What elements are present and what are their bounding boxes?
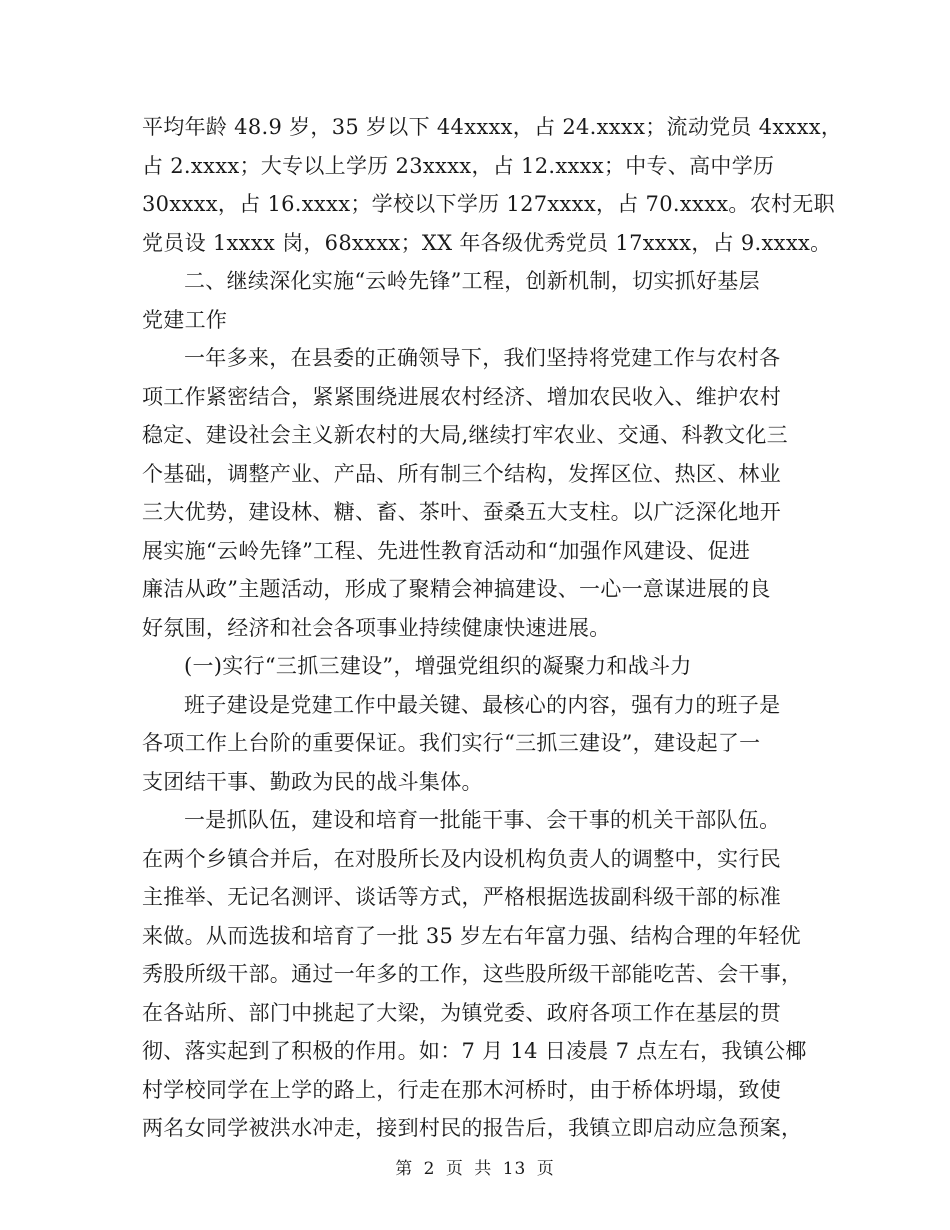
text-line-25: 彻、落实起到了积极的作用。如：7 月 14 日凌晨 7 点左右，我镇公椰: [142, 1039, 807, 1063]
text-line-18: 支团结干事、勤政为民的战斗集体。: [142, 769, 483, 794]
footer-page-unit-end: 页: [536, 1159, 555, 1179]
text-line-9: 稳定、建设社会主义新农村的大局,继续打牢农业、交通、科教文化三: [142, 423, 788, 447]
text-line-1: 平均年龄 48.9 岁，35 岁以下 44xxxx，占 24.xxxx；流动党员 4xxxx，: [142, 115, 843, 139]
subsection-heading: (一)实行“三抓三建设”，增强党组织的凝聚力和战斗力: [184, 654, 692, 678]
section-heading-line-1: 二、继续深化实施“云岭先锋”工程，创新机制，切实抓好基层: [184, 269, 760, 293]
text-line-8: 项工作紧密结合，紧紧围绕进展农村经济、增加农民收入、维护农村: [142, 384, 781, 409]
text-line-4: 党员设 1xxxx 岗，68xxxx；XX 年各级优秀党员 17xxxx，占 9.xxxx。: [142, 230, 832, 255]
page-footer: [0, 1154, 950, 1179]
text-line-11: 三大优势，建设林、糖、畜、茶叶、蚕桑五大支柱。以广泛深化地开: [142, 500, 781, 524]
text-line-26: 村学校同学在上学的路上，行走在那木河桥时，由于桥体坍塌，致使: [142, 1077, 781, 1102]
text-line-24: 在各站所、部门中挑起了大梁，为镇党委、政府各项工作在基层的贯: [142, 1000, 781, 1025]
text-line-16: 班子建设是党建工作中最关键、最核心的内容，强有力的班子是: [184, 692, 781, 717]
text-line-17: 各项工作上台阶的重要保证。我们实行“三抓三建设”，建设起了一: [142, 731, 761, 755]
text-line-19: 一是抓队伍，建设和培育一批能干事、会干事的机关干部队伍。: [184, 808, 781, 832]
text-line-14: 好氛围，经济和社会各项事业持续健康快速进展。: [142, 615, 611, 640]
text-line-21: 主推举、无记名测评、谈话等方式，严格根据选拔副科级干部的标准: [142, 885, 781, 909]
text-line-3: 30xxxx，占 16.xxxx；学校以下学历 127xxxx，占 70.xxxx。农村无职: [142, 192, 835, 216]
document-page: [142, 108, 843, 1148]
text-line-27: 两名女同学被洪水冲走，接到村民的报告后，我镇立即启动应急预案，: [142, 1116, 803, 1140]
total-pages-number: 13: [502, 1159, 527, 1179]
text-line-22: 来做。从而选拔和培育了一批 35 岁左右年富力强、结构合理的年轻优: [142, 923, 801, 948]
text-line-10: 个基础，调整产业、产品、所有制三个结构，发挥区位、热区、林业: [142, 461, 781, 486]
text-line-13: 廉洁从政”主题活动，形成了聚精会神搞建设、一心一意谋进展的良: [142, 577, 771, 601]
footer-total-label: 共: [474, 1159, 493, 1179]
footer-page-unit: 页: [445, 1159, 464, 1179]
current-page-number: 2: [423, 1159, 436, 1179]
text-line-23: 秀股所级干部。通过一年多的工作，这些股所级干部能吃苦、会干事，: [142, 962, 803, 986]
text-line-12: 展实施“云岭先锋”工程、先进性教育活动和“加强作风建设、促进: [142, 538, 751, 563]
text-line-20: 在两个乡镇合并后，在对股所长及内设机构负责人的调整中，实行民: [142, 846, 781, 871]
text-line-7: 一年多来，在县委的正确领导下，我们坚持将党建工作与农村各: [184, 346, 781, 370]
section-heading-line-2: 党建工作: [142, 307, 228, 332]
text-line-2: 占 2.xxxx；大专以上学历 23xxxx，占 12.xxxx；中专、高中学历: [142, 153, 775, 178]
footer-prefix: 第: [395, 1159, 414, 1179]
